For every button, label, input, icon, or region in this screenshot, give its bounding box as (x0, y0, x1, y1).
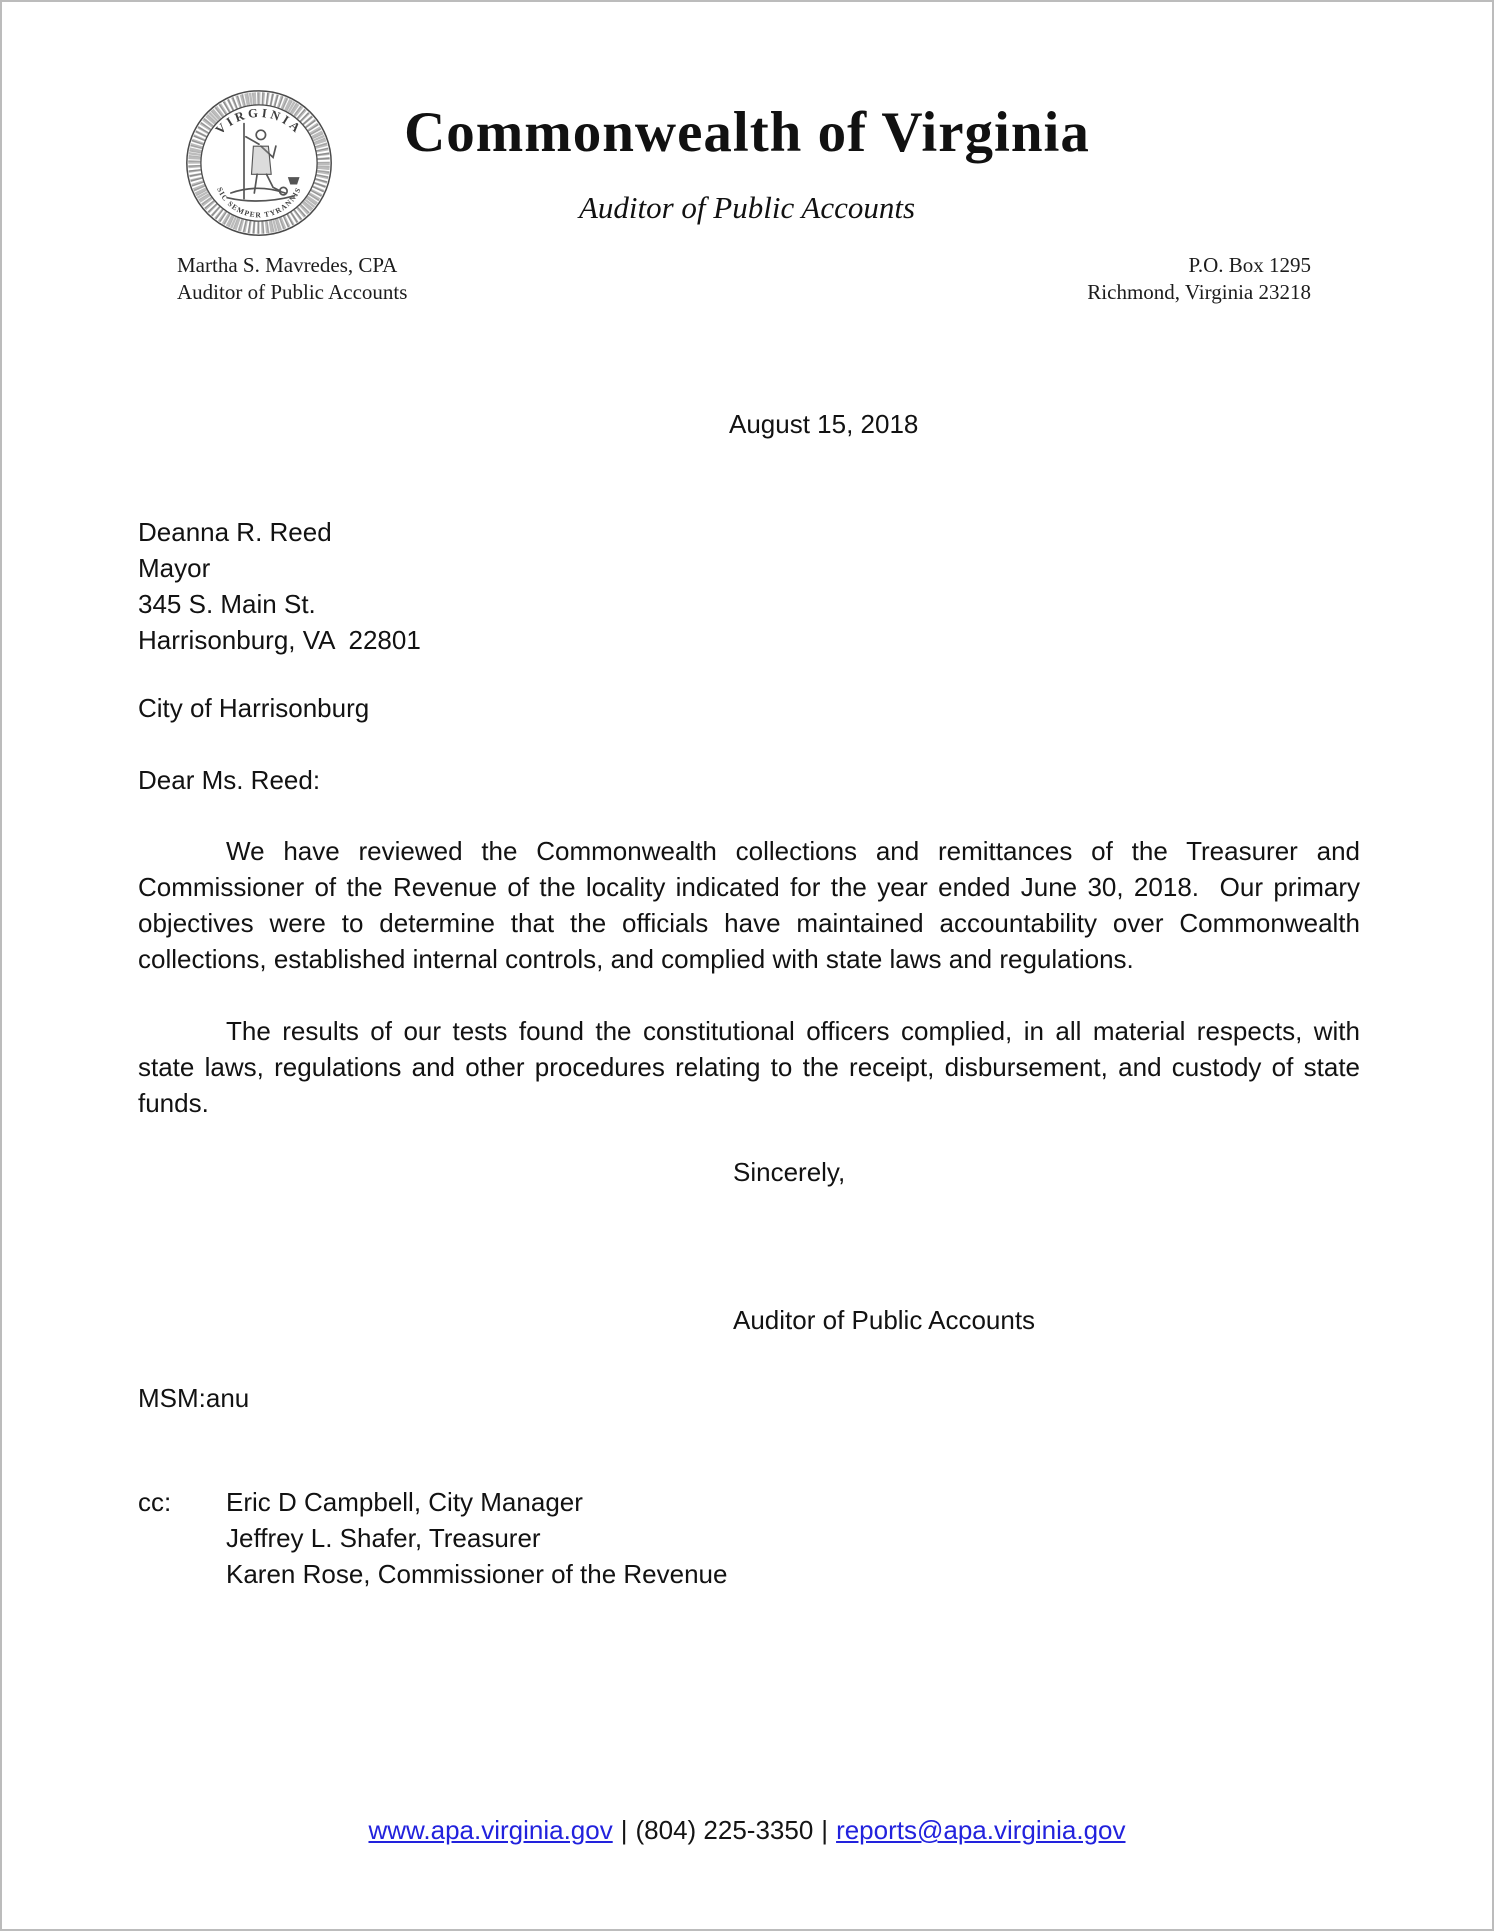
recipient-city-state-zip: Harrisonburg, VA 22801 (138, 625, 421, 655)
closing: Sincerely, (733, 1157, 846, 1187)
recipient-street: 345 S. Main St. (138, 589, 316, 619)
seal-bottom-text: SIC SEMPER TYRANNIS (215, 185, 303, 220)
footer-website-link[interactable]: www.apa.virginia.gov (368, 1815, 613, 1845)
body-paragraph-2: The results of our tests found the constitutional officers complied, in all material respects, with state laws, regulations and other procedures relating to the receipt, disbursement, and custody of state funds. (138, 1016, 1368, 1118)
body-paragraph-1: We have reviewed the Commonwealth collections and remittances of the Treasurer and Commissioner of the Revenue of the locality indicated for the year ended June 30, 2018. Our primary objectives were to determine that the officials have maintained accountability over Commonwealth collections, established internal controls, and complied with state laws and regulations. (138, 836, 1368, 974)
seal-top-text: VIRGINIA (212, 105, 306, 138)
recipient-title: Mayor (138, 553, 211, 583)
official-name: Martha S. Mavredes, CPA (177, 253, 398, 277)
cc-list (226, 1484, 727, 1592)
cc-label: cc: (138, 1487, 172, 1517)
cc-name-3: Karen Rose, Commissioner of the Revenue (226, 1559, 728, 1589)
locality-line: City of Harrisonburg (138, 693, 370, 723)
recipient-name: Deanna R. Reed (138, 517, 332, 547)
letterhead-official-block (177, 252, 407, 306)
cc-name-2: Jeffrey L. Shafer, Treasurer (226, 1523, 541, 1553)
reference-initials: MSM:anu (138, 1383, 250, 1413)
footer-separator-1: | (620, 1815, 628, 1845)
address-line-1: P.O. Box 1295 (1188, 253, 1311, 277)
letter-date: August 15, 2018 (729, 409, 919, 439)
cc-name-1: Eric D Campbell, City Manager (226, 1487, 583, 1517)
recipient-block (138, 514, 421, 658)
org-subtitle: Auditor of Public Accounts (578, 190, 916, 225)
org-title: Commonwealth of Virginia (404, 101, 1090, 164)
footer-phone: (804) 225-3350 (635, 1815, 814, 1845)
salutation: Dear Ms. Reed: (138, 765, 321, 795)
footer-email-link[interactable]: reports@apa.virginia.gov (836, 1815, 1126, 1845)
address-line-2: Richmond, Virginia 23218 (1087, 280, 1311, 304)
footer-separator-2: | (821, 1815, 829, 1845)
letterhead-address-block (1087, 252, 1311, 306)
official-title: Auditor of Public Accounts (177, 280, 408, 304)
footer-contact-line (2, 1812, 1492, 1848)
signature-title: Auditor of Public Accounts (733, 1305, 1036, 1335)
